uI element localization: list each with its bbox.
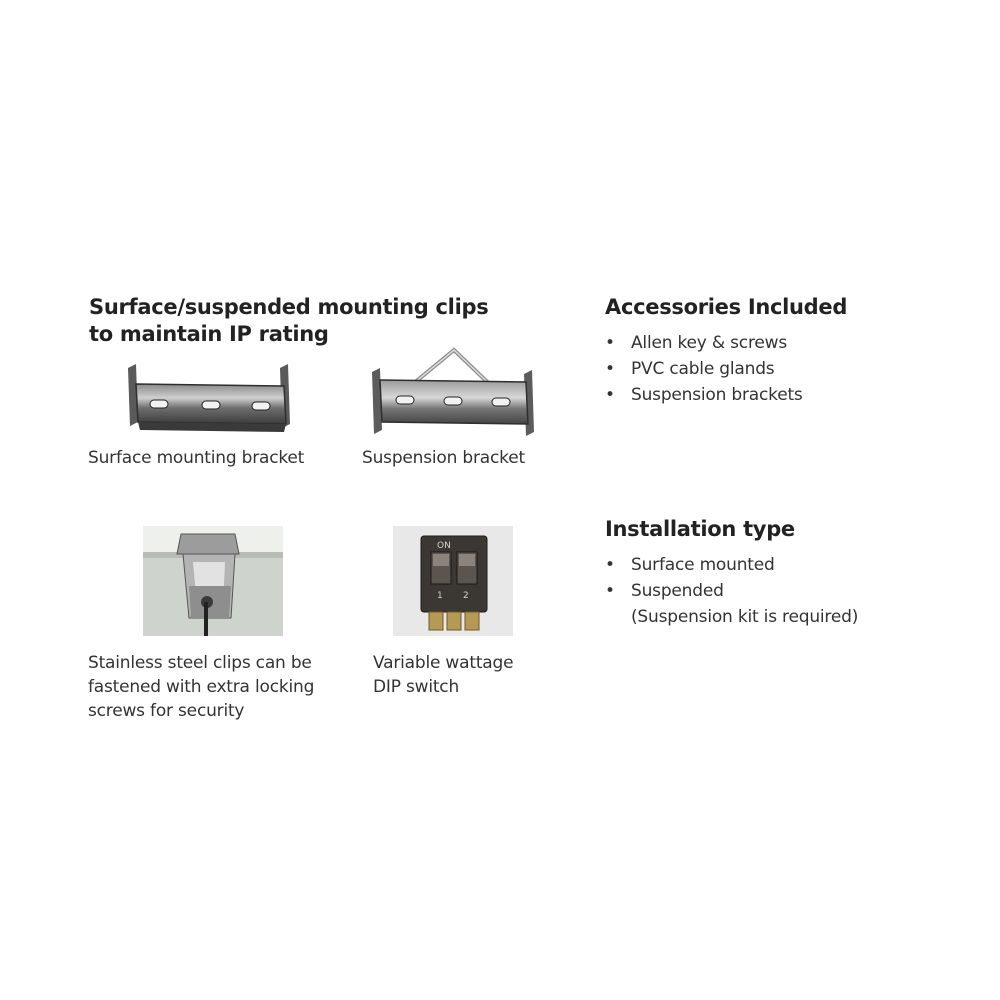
installation-item <box>605 578 858 630</box>
suspension-bracket-caption: Suspension bracket <box>362 448 525 468</box>
dip-caption-line1: Variable wattage <box>373 653 514 673</box>
installation-type-heading: Installation type <box>605 517 795 541</box>
clips-caption-line1: Stainless steel clips can be <box>88 653 312 673</box>
clips-caption-line2: fastened with extra locking <box>88 677 315 697</box>
stainless-steel-clip-image <box>143 526 283 636</box>
mounting-clips-heading-line2: to maintain IP rating <box>89 322 329 346</box>
dip-switch-image <box>393 526 513 636</box>
installation-type-list <box>605 552 858 630</box>
dip-switch-1-label: 1 <box>437 591 443 601</box>
installation-note: (Suspension kit is required) <box>631 607 859 627</box>
dip-switch-caption <box>373 651 513 699</box>
suspension-bracket-image <box>366 346 538 438</box>
accessory-item: • Allen key & screws <box>605 330 803 356</box>
accessories-list <box>605 330 803 408</box>
stainless-steel-clips-caption <box>88 651 314 723</box>
installation-item: • Surface mounted <box>605 552 858 578</box>
accessory-item: • PVC cable glands <box>605 356 803 382</box>
mounting-clips-heading-line1: Surface/suspended mounting clips <box>89 295 489 319</box>
dip-on-label: ON <box>437 541 451 551</box>
installation-item-label: • Suspended <box>631 581 724 601</box>
surface-mounting-bracket-image <box>120 362 300 442</box>
accessories-heading: Accessories Included <box>605 295 848 319</box>
accessory-item: • Suspension brackets <box>605 382 803 408</box>
surface-mounting-bracket-caption: Surface mounting bracket <box>88 448 305 468</box>
mounting-clips-heading <box>89 294 488 348</box>
dip-switch-2-label: 2 <box>463 591 469 601</box>
clips-caption-line3: screws for security <box>88 701 245 721</box>
dip-caption-line2: DIP switch <box>373 677 460 697</box>
